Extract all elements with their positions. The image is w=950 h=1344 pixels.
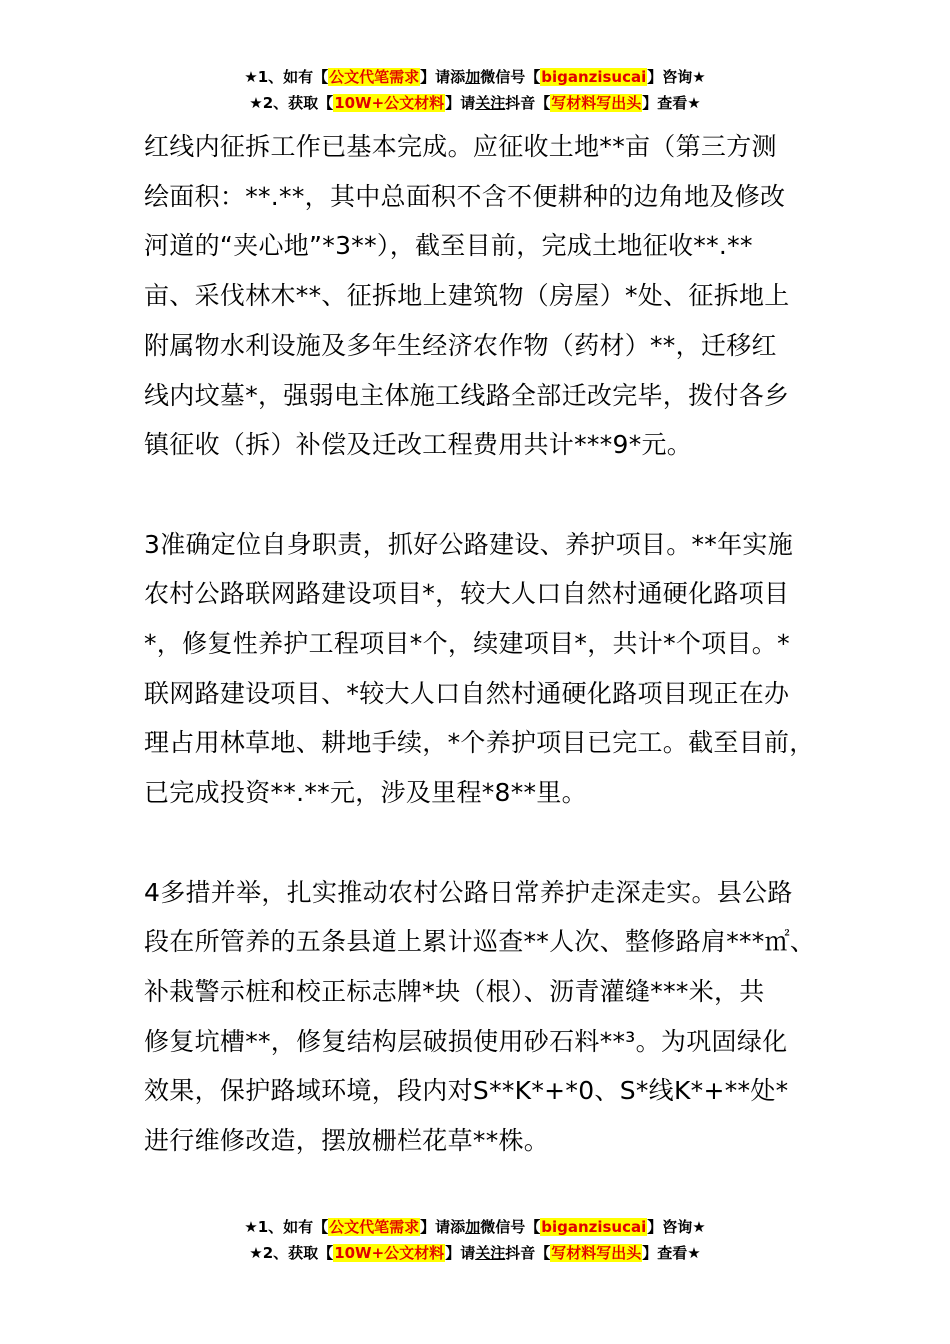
promo-text: 】咨询★ (647, 1218, 706, 1236)
promo-line-2 (0, 90, 950, 116)
promo-underlined: 关注 (475, 94, 506, 112)
text-line: 红线内征拆工作已基本完成。应征收土地**亩（第三方测 (144, 132, 777, 161)
promo-line-1 (0, 64, 950, 90)
text-line: 4多措并举，扎实推动农村公路日常养护走深走实。县公路 (144, 877, 793, 907)
promo-text: 】请添 (420, 68, 466, 86)
promo-text: 】请添 (420, 1218, 466, 1236)
promo-wechat-id: biganzisucai (541, 68, 647, 86)
paragraph-land-acquisition (144, 122, 834, 470)
promo-text: 抖音【 (505, 1244, 551, 1262)
text-line: 亩、采伐林木**、征拆地上建筑物（房屋）*处、征拆地上 (144, 281, 790, 311)
paragraph-road-projects (144, 520, 834, 818)
text-line: 农村公路联网路建设项目*，较大人口自然村通硬化路项目 (144, 579, 790, 609)
text-line: 理占用林草地、耕地手续，*个养护项目已完工。截至目前， (144, 728, 815, 758)
promo-text: 抖音【 (505, 94, 551, 112)
promo-text: 微信号【 (480, 68, 541, 86)
promo-text: 微信号【 (480, 1218, 541, 1236)
promo-text: 】查看★ (642, 1244, 701, 1262)
text-line: 段在所管养的五条县道上累计巡查**人次、整修路肩***㎡、 (144, 927, 816, 957)
promo-underlined: 加 (465, 68, 481, 86)
promo-highlight: 公文代笔需求 (329, 1218, 420, 1236)
promo-line-2 (0, 1240, 950, 1266)
text-line: 已完成投资**.**元，涉及里程*8**里。 (144, 778, 587, 808)
promo-text: 】请 (445, 94, 476, 112)
promo-wechat-id: biganzisucai (541, 1218, 647, 1236)
promo-banner-bottom (0, 1214, 950, 1266)
text-line: 河道的“夹心地”*3**），截至目前，完成土地征收**.** (144, 231, 753, 261)
text-line: 联网路建设项目、*较大人口自然村通硬化路项目现正在办 (144, 678, 790, 708)
text-line: 线内坟墓*，强弱电主体施工线路全部迁改完毕，拨付各乡 (144, 380, 790, 410)
paragraph-spacer (144, 470, 834, 520)
promo-text: ★1、如有【 (244, 1218, 329, 1236)
promo-text: 】请 (445, 1244, 476, 1262)
promo-douyin-account: 写材料写出头 (551, 1244, 642, 1262)
promo-underlined: 加 (465, 1218, 481, 1236)
promo-underlined: 关注 (475, 1244, 506, 1262)
text-line: *，修复性养护工程项目*个，续建项目*，共计*个项目。* (144, 629, 790, 659)
text-line: 效果，保护路域环境，段内对S**K*+*0、S*线K*+**处* (144, 1076, 789, 1106)
promo-text: ★2、获取【 (249, 1244, 334, 1262)
promo-text: ★2、获取【 (249, 94, 334, 112)
promo-highlight: 10W+公文材料 (334, 1244, 445, 1262)
promo-highlight: 公文代笔需求 (329, 68, 420, 86)
promo-text: ★1、如有【 (244, 68, 329, 86)
promo-line-1 (0, 1214, 950, 1240)
promo-banner-top (0, 64, 950, 116)
text-line: 补栽警示桩和校正标志牌*块（根）、沥青灌缝***米，共 (144, 976, 765, 1006)
promo-highlight: 10W+公文材料 (334, 94, 445, 112)
text-line: 3准确定位自身职责，抓好公路建设、养护项目。**年实施 (144, 529, 794, 559)
promo-text: 】查看★ (642, 94, 701, 112)
text-line: 镇征收（拆）补偿及迁改工程费用共计***9*元。 (144, 430, 693, 460)
document-body (144, 122, 834, 1166)
text-line: 修复坑槽**，修复结构层破损使用砂石料**³。为巩固绿化 (144, 1026, 788, 1056)
text-line: 绘面积：**.**，其中总面积不含不便耕种的边角地及修改 (144, 181, 786, 211)
text-line: 附属物水利设施及多年生经济农作物（药材）**，迁移红 (144, 330, 777, 360)
paragraph-spacer (144, 818, 834, 868)
text-line: 进行维修改造，摆放栅栏花草**株。 (144, 1126, 550, 1156)
promo-douyin-account: 写材料写出头 (551, 94, 642, 112)
promo-text: 】咨询★ (647, 68, 706, 86)
paragraph-road-maintenance (144, 868, 834, 1166)
